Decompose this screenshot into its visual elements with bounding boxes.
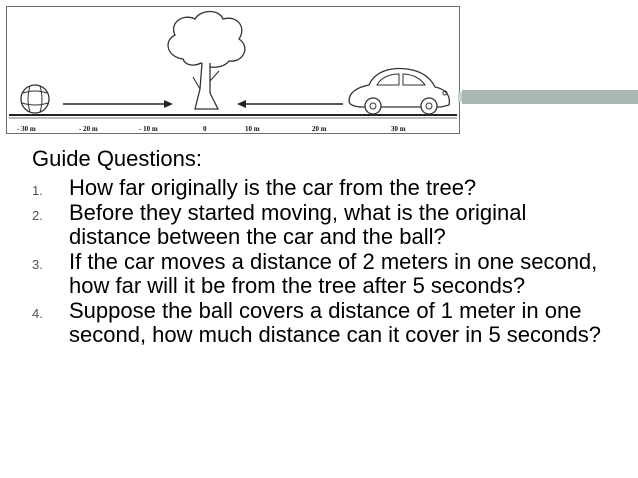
question-item-2 [32, 201, 632, 250]
number-line-figure [7, 7, 459, 133]
question-list [32, 176, 632, 348]
question-text: Suppose the ball covers a distance of 1 meter in one second, how much distance can it cover in 5 seconds? [69, 297, 601, 347]
guide-heading: Guide Questions: [32, 146, 202, 171]
arrow-left-icon [237, 100, 343, 108]
scale-label-20: 20 m [312, 125, 327, 133]
question-item-1 [32, 176, 632, 201]
scale-label-zero: 0 [203, 125, 207, 133]
question-number: 1. [32, 183, 43, 198]
question-item-3 [32, 250, 632, 299]
scale-label-30: 30 m [391, 125, 406, 133]
tree-icon [168, 12, 245, 110]
car-icon [349, 69, 449, 114]
scale-label-minus-10: - 10 m [139, 125, 158, 133]
illustration-panel [6, 6, 460, 134]
question-text: If the car moves a distance of 2 meters in one second, how far will it be from the tree after 5 seconds? [69, 248, 598, 298]
scale-label-minus-20: - 20 m [79, 125, 98, 133]
scale-label-minus-30: - 30 m [17, 125, 36, 133]
question-number: 2. [32, 207, 43, 223]
ball-icon [21, 85, 49, 113]
arrow-right-icon [63, 100, 173, 108]
scale-label-10: 10 m [245, 125, 260, 133]
question-item-4 [32, 299, 632, 348]
question-number: 4. [32, 305, 43, 321]
question-number: 3. [32, 256, 43, 272]
question-text: How far originally is the car from the tree? [69, 175, 477, 200]
question-text: Before they started moving, what is the original distance between the car and the ball? [69, 199, 527, 249]
accent-bar [462, 90, 638, 104]
